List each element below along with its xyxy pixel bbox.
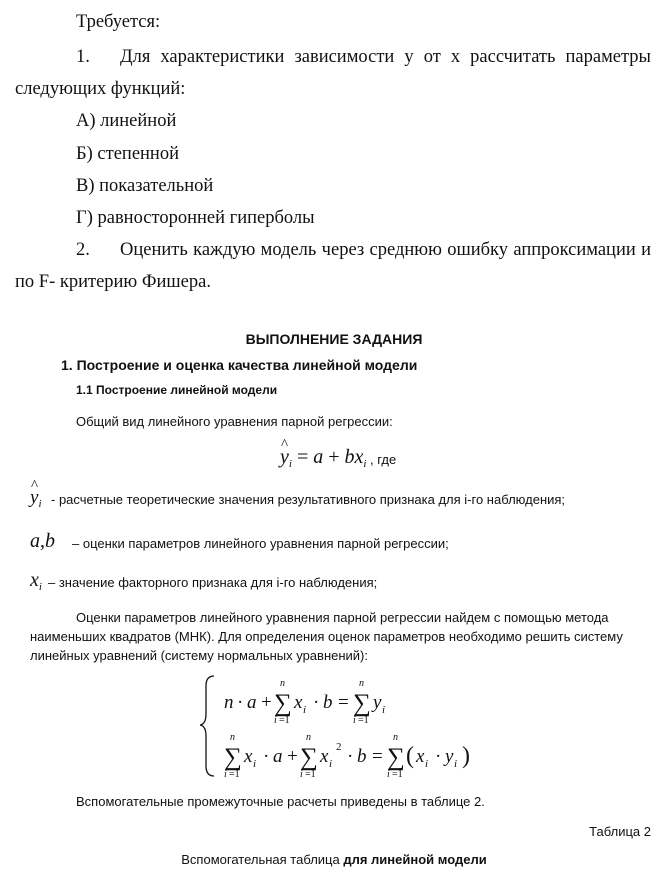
- svg-text:(: (: [406, 743, 414, 769]
- svg-text:i: i: [353, 715, 356, 726]
- svg-text:i: i: [454, 758, 458, 770]
- svg-text:+: +: [287, 746, 298, 767]
- mnk-line3: линейных уравнений (систему нормальных уравнений):: [30, 648, 368, 663]
- table-caption-plain: Вспомогательная таблица: [181, 852, 344, 867]
- svg-text:a: a: [273, 746, 283, 767]
- svg-text:n: n: [230, 732, 235, 743]
- svg-text:2: 2: [336, 741, 342, 753]
- svg-text:i: i: [425, 758, 429, 770]
- table-caption-bold: для линейной модели: [343, 852, 487, 867]
- svg-text:b: b: [357, 746, 367, 767]
- svg-text:a: a: [247, 692, 257, 713]
- equation-suffix: , где: [370, 452, 397, 467]
- svg-text:i: i: [300, 769, 303, 780]
- svg-text:·: ·: [237, 692, 244, 713]
- svg-text:∑: ∑: [224, 744, 242, 771]
- svg-text:x: x: [416, 746, 425, 767]
- svg-text:b: b: [323, 692, 333, 713]
- svg-text:∑: ∑: [274, 690, 292, 717]
- item1-line2: следующих функций:: [15, 79, 186, 99]
- svg-text:x: x: [320, 746, 329, 767]
- regression-equation: ^ $y_i = a + bx_i$: [280, 446, 366, 470]
- item2-line2: по F- критерию Фишера.: [15, 272, 211, 292]
- item1-number: 1.: [76, 47, 90, 67]
- svg-text:·: ·: [263, 746, 270, 767]
- table-label: Таблица 2: [589, 824, 651, 839]
- svg-text:x: x: [294, 692, 303, 713]
- section-heading: 1. Построение и оценка качества линейной модели: [61, 357, 418, 373]
- svg-text:=1: =1: [305, 769, 316, 780]
- symbol-a-b: a,b: [30, 530, 55, 552]
- definition-y: - расчетные теоретические значения результативного признака для i-го наблюдения;: [51, 492, 566, 507]
- item1-line1: Для характеристики зависимости у от х рассчитать параметры: [120, 47, 651, 67]
- subsection-heading: 1.1 Построение линейной модели: [76, 383, 278, 397]
- svg-text:∑: ∑: [387, 744, 405, 771]
- svg-text:i: i: [382, 704, 386, 716]
- svg-text:=: =: [372, 746, 383, 767]
- svg-text:i: i: [387, 769, 390, 780]
- intro-text: Общий вид линейного уравнения парной регрессии:: [76, 414, 393, 429]
- svg-text:i: i: [303, 704, 307, 716]
- svg-text:y: y: [373, 692, 382, 713]
- definition-x: – значение факторного признака для i-го наблюдения;: [48, 575, 378, 590]
- svg-text:=: =: [338, 692, 349, 713]
- svg-text:·: ·: [347, 746, 354, 767]
- item2-number: 2.: [76, 240, 90, 260]
- svg-text:n: n: [224, 692, 234, 713]
- symbol-x: $x_i$: [30, 569, 42, 593]
- svg-text:i: i: [224, 769, 227, 780]
- svg-text:=1: =1: [279, 715, 290, 726]
- svg-text:∑: ∑: [300, 744, 318, 771]
- option-b: Б) степенной: [76, 144, 179, 164]
- svg-text:): ): [462, 743, 470, 769]
- option-a: А) линейной: [76, 111, 177, 131]
- requirements-heading: Требуется:: [76, 12, 161, 32]
- svg-text:i: i: [253, 758, 257, 770]
- svg-text:+: +: [261, 692, 272, 713]
- svg-text:·: ·: [313, 692, 320, 713]
- svg-text:i: i: [329, 758, 333, 770]
- svg-text:n: n: [306, 732, 311, 743]
- definition-ab: – оценки параметров линейного уравнения парной регрессии;: [72, 536, 449, 551]
- solution-title: ВЫПОЛНЕНИЕ ЗАДАНИЯ: [245, 331, 423, 347]
- svg-text:n: n: [280, 678, 285, 689]
- svg-text:·: ·: [435, 746, 442, 767]
- svg-text:=1: =1: [392, 769, 403, 780]
- svg-text:y: y: [445, 746, 454, 767]
- svg-text:=1: =1: [358, 715, 369, 726]
- mnk-line1: Оценки параметров линейного уравнения парной регрессии найдем с помощью метода: [76, 610, 609, 625]
- option-d: Г) равносторонней гиперболы: [76, 208, 315, 228]
- normal-equations-system: [200, 670, 490, 782]
- svg-text:∑: ∑: [353, 690, 371, 717]
- option-c: В) показательной: [76, 176, 214, 196]
- mnk-line2: наименьших квадратов (МНК). Для определения оценок параметров необходимо решить систему: [30, 629, 623, 644]
- svg-text:i: i: [274, 715, 277, 726]
- svg-text:n: n: [359, 678, 364, 689]
- svg-text:=1: =1: [229, 769, 240, 780]
- auxiliary-note: Вспомогательные промежуточные расчеты приведены в таблице 2.: [76, 794, 485, 809]
- symbol-y-hat: ^ $y_i$: [30, 487, 42, 510]
- table-caption: [0, 852, 668, 867]
- item2-line1: Оценить каждую модель через среднюю ошибку аппроксимации и: [120, 240, 651, 260]
- svg-text:n: n: [393, 732, 398, 743]
- svg-text:x: x: [244, 746, 253, 767]
